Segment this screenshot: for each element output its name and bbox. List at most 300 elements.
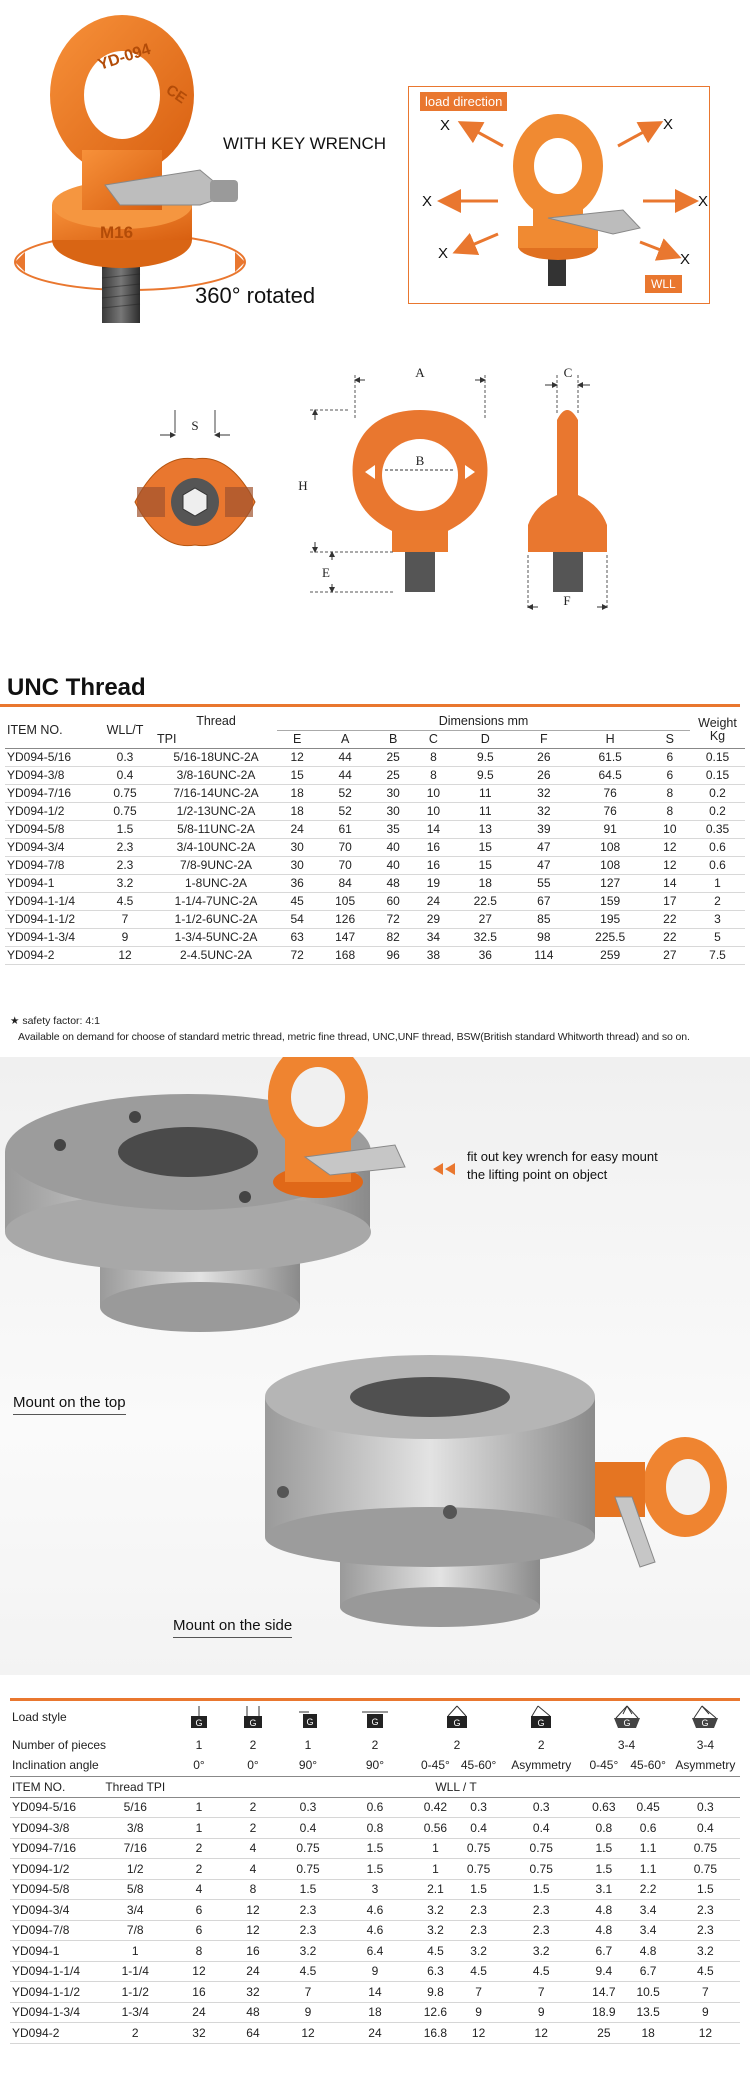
table-row bbox=[5, 856, 745, 874]
table-cell: 2 bbox=[249, 1800, 257, 1815]
table-cell: 45 bbox=[290, 894, 304, 908]
two-leg-asym-icon bbox=[500, 1700, 582, 1734]
table-cell: 3.2 bbox=[116, 876, 134, 890]
col-weight-line1: Weight bbox=[698, 715, 737, 730]
table-cell: 0.3 bbox=[532, 1800, 550, 1815]
col-item: ITEM NO. bbox=[7, 722, 63, 737]
table-cell: 3.2 bbox=[697, 1943, 714, 1958]
table-cell: 0.63 bbox=[592, 1800, 616, 1815]
table-cell: 1.5 bbox=[595, 1861, 613, 1876]
table-cell: 14 bbox=[426, 822, 441, 836]
table-cell: 6.4 bbox=[366, 1943, 384, 1958]
table-cell: 2.3 bbox=[299, 1923, 317, 1938]
table-cell: 16.8 bbox=[423, 2025, 448, 2040]
angle-value: 0° bbox=[193, 1758, 205, 1773]
table-cell: YD094-7/8 bbox=[7, 858, 65, 872]
table-cell: 108 bbox=[600, 858, 621, 872]
mount-side-label: Mount on the side bbox=[173, 1617, 292, 1638]
table-cell: 96 bbox=[386, 948, 400, 962]
table-cell: 30 bbox=[290, 858, 304, 872]
angle-value: 45-60° bbox=[630, 1758, 666, 1773]
table-row bbox=[5, 748, 745, 766]
table-cell: 18.9 bbox=[592, 2005, 616, 2020]
table-cell: 32 bbox=[192, 2025, 206, 2040]
table-cell: 10.5 bbox=[636, 1984, 660, 1999]
table-cell: 9 bbox=[702, 2005, 709, 2020]
table-cell: YD094-3/8 bbox=[12, 1820, 70, 1835]
table-row bbox=[10, 1859, 740, 1880]
table-cell: 7/8-9UNC-2A bbox=[179, 858, 253, 872]
x-mark: X bbox=[438, 245, 449, 262]
table-cell: 6.7 bbox=[639, 1964, 657, 1979]
table-cell: 1 bbox=[195, 1800, 203, 1815]
x-mark: X bbox=[663, 116, 674, 133]
table-cell: 12.6 bbox=[423, 2005, 448, 2020]
table-cell: 1-8UNC-2A bbox=[184, 876, 247, 890]
table-cell: 3.1 bbox=[595, 1882, 613, 1897]
table-cell: 3.2 bbox=[427, 1902, 444, 1917]
table-cell: YD094-7/8 bbox=[12, 1923, 70, 1938]
wrench-note-line2: the lifting point on object bbox=[467, 1167, 608, 1182]
angle-value: Asymmetry bbox=[511, 1758, 572, 1773]
table-cell: 0.15 bbox=[705, 768, 730, 782]
safety-footnote bbox=[10, 1015, 100, 1027]
pieces-value: 3-4 bbox=[696, 1737, 715, 1752]
svg-text:G: G bbox=[371, 1717, 379, 1727]
table-cell: 64 bbox=[246, 2025, 260, 2040]
table-cell: 5/8 bbox=[126, 1882, 144, 1897]
table-cell: 14.7 bbox=[592, 1984, 616, 1999]
table-cell: 9.5 bbox=[476, 768, 494, 782]
table-cell: 16 bbox=[192, 1984, 206, 1999]
table-cell: 72 bbox=[290, 948, 304, 962]
table-cell: 0.45 bbox=[636, 1800, 660, 1815]
table-cell: 2.3 bbox=[470, 1902, 487, 1917]
table-cell: 2 bbox=[195, 1861, 203, 1876]
table-row bbox=[10, 1797, 740, 1818]
table-cell: YD094-5/16 bbox=[7, 750, 72, 764]
table-cell: 4.8 bbox=[595, 1902, 613, 1917]
table-row bbox=[10, 2023, 740, 2044]
table-cell: 85 bbox=[537, 912, 551, 926]
table-cell: 0.6 bbox=[709, 858, 726, 872]
svg-text:G: G bbox=[623, 1718, 631, 1728]
table-cell: 91 bbox=[603, 822, 617, 836]
table-cell: 0.56 bbox=[423, 1820, 448, 1835]
pieces-value: 2 bbox=[371, 1737, 379, 1752]
table-row bbox=[10, 1818, 740, 1839]
table-cell: 2 bbox=[714, 894, 721, 908]
table-cell: 1/2 bbox=[126, 1861, 144, 1876]
table-row bbox=[5, 928, 745, 946]
angle-value: 90° bbox=[365, 1758, 385, 1773]
table-cell: 1 bbox=[195, 1820, 203, 1835]
table-cell: 147 bbox=[335, 930, 356, 944]
table-cell: 27 bbox=[478, 912, 492, 926]
table-cell: 40 bbox=[386, 858, 400, 872]
table-cell: YD094-1/2 bbox=[12, 1861, 70, 1876]
x-mark: X bbox=[422, 193, 433, 210]
table-cell: 3.4 bbox=[639, 1923, 657, 1938]
table-cell: 54 bbox=[290, 912, 304, 926]
multi-leg-sling-svg bbox=[611, 1704, 643, 1730]
multi-leg-asym-icon bbox=[671, 1700, 740, 1734]
table-cell: 22.5 bbox=[473, 894, 497, 908]
table-cell: YD094-1 bbox=[12, 1943, 60, 1958]
table-cell: 35 bbox=[386, 822, 400, 836]
table-cell: 13 bbox=[478, 822, 492, 836]
table-cell: 0.75 bbox=[113, 786, 137, 800]
load-style-label: Load style bbox=[12, 1710, 67, 1724]
item-label: ITEM NO. bbox=[12, 1779, 66, 1794]
table-cell: 10 bbox=[663, 822, 677, 836]
table-cell: YD094-1-3/4 bbox=[7, 930, 76, 944]
table-cell: 9 bbox=[537, 2005, 545, 2020]
table-row bbox=[5, 784, 745, 802]
table-cell: YD094-1-1/4 bbox=[7, 894, 76, 908]
table-cell: 10 bbox=[426, 804, 441, 818]
table-cell: 6.7 bbox=[595, 1943, 613, 1958]
wrench-note-line1: fit out key wrench for easy mount bbox=[467, 1149, 658, 1164]
table-cell: 30 bbox=[290, 840, 304, 854]
table-cell: 0.15 bbox=[705, 750, 730, 764]
table-cell: 26 bbox=[537, 768, 551, 782]
load-direction-diagram bbox=[408, 86, 710, 304]
table-cell: 32.5 bbox=[473, 930, 497, 944]
table-cell: 168 bbox=[335, 948, 356, 962]
table-cell: 18 bbox=[478, 876, 492, 890]
table-cell: 4 bbox=[249, 1841, 257, 1856]
table-cell: 7 bbox=[702, 1984, 709, 1999]
table-cell: 32 bbox=[537, 804, 551, 818]
table-cell: 8 bbox=[430, 750, 437, 764]
table-cell: YD094-1 bbox=[7, 876, 55, 890]
two-leg-asym-svg bbox=[526, 1704, 556, 1730]
table-cell: 1.5 bbox=[299, 1882, 317, 1897]
safety-factor-text: safety factor: 4:1 bbox=[22, 1015, 100, 1027]
table-cell: 3 bbox=[371, 1882, 379, 1897]
wll-tag: WLL bbox=[645, 275, 682, 293]
load-direction-title: load direction bbox=[420, 92, 507, 111]
table-cell: 7/8 bbox=[126, 1923, 144, 1938]
table-cell: YD094-7/16 bbox=[7, 786, 72, 800]
table-cell: 4.5 bbox=[532, 1964, 550, 1979]
col-thread-line1: Thread bbox=[196, 714, 236, 728]
table-cell: 0.8 bbox=[366, 1820, 384, 1835]
table-cell: 1.5 bbox=[366, 1861, 384, 1876]
table-cell: 9 bbox=[304, 2005, 312, 2020]
table-cell: 9.5 bbox=[476, 750, 494, 764]
table-cell: 34 bbox=[426, 930, 441, 944]
star-icon: ★ bbox=[10, 1015, 20, 1027]
table-cell: 9 bbox=[121, 930, 129, 944]
table-cell: YD094-1-1/2 bbox=[7, 912, 76, 926]
double-side-svg bbox=[360, 1704, 390, 1730]
eye-mark-text: YD-094 bbox=[95, 40, 153, 74]
table-cell: 98 bbox=[537, 930, 551, 944]
table-cell: 127 bbox=[600, 876, 621, 890]
table-cell: 72 bbox=[386, 912, 400, 926]
table-cell: 8 bbox=[666, 786, 674, 800]
angle-value: 0-45° bbox=[589, 1758, 619, 1773]
table-cell: YD094-7/16 bbox=[12, 1841, 77, 1856]
ce-mark-text: CE bbox=[162, 81, 190, 108]
col-weight-line2: Kg bbox=[709, 728, 726, 743]
table-cell: 159 bbox=[600, 894, 621, 908]
table-cell: 64.5 bbox=[598, 768, 622, 782]
table-cell: 84 bbox=[338, 876, 352, 890]
table-cell: 0.6 bbox=[709, 840, 726, 854]
table-cell: 2 bbox=[195, 1841, 203, 1856]
table-cell: 0.35 bbox=[705, 822, 730, 836]
dim-b-label: B bbox=[415, 453, 425, 468]
dim-f-label: F bbox=[563, 593, 571, 608]
pieces-value: 2 bbox=[453, 1737, 461, 1752]
table-cell: 4.5 bbox=[697, 1964, 714, 1979]
table-cell: 4.5 bbox=[427, 1943, 444, 1958]
table-cell: 2.3 bbox=[532, 1923, 550, 1938]
multi-leg-sling-icon bbox=[582, 1700, 671, 1734]
table-cell: 7 bbox=[121, 912, 129, 926]
table-cell: 25 bbox=[386, 750, 400, 764]
table-cell: 3/8-16UNC-2A bbox=[176, 768, 256, 782]
table-cell: 1 bbox=[432, 1861, 439, 1876]
table-cell: 1-3/4 bbox=[121, 2005, 149, 2020]
table-cell: 1.5 bbox=[595, 1841, 613, 1856]
col-e: E bbox=[292, 732, 302, 746]
col-wll: WLL/T bbox=[106, 722, 144, 737]
table-row bbox=[10, 1920, 740, 1941]
pieces-value: 3-4 bbox=[617, 1737, 636, 1752]
table-cell: 22 bbox=[663, 930, 677, 944]
svg-text:G: G bbox=[195, 1718, 203, 1728]
single-side-icon bbox=[280, 1700, 336, 1734]
x-mark: X bbox=[698, 193, 709, 210]
table-cell: 3/8 bbox=[126, 1820, 144, 1835]
table-cell: 259 bbox=[600, 948, 621, 962]
table-cell: 60 bbox=[386, 894, 400, 908]
unc-thread-table bbox=[5, 712, 745, 965]
table-cell: 0.75 bbox=[466, 1841, 491, 1856]
table-cell: 5 bbox=[714, 930, 721, 944]
table-cell: 4.5 bbox=[299, 1964, 317, 1979]
table-cell: 3.2 bbox=[427, 1923, 444, 1938]
table-cell: 24 bbox=[290, 822, 304, 836]
table-cell: 1/2-13UNC-2A bbox=[176, 804, 256, 818]
dimension-drawings bbox=[0, 355, 750, 625]
table-cell: 1.1 bbox=[639, 1841, 657, 1856]
table-cell: 0.4 bbox=[697, 1820, 714, 1835]
table-cell: 25 bbox=[597, 2025, 611, 2040]
table-cell: 61 bbox=[338, 822, 352, 836]
table-cell: 36 bbox=[478, 948, 492, 962]
front-view bbox=[298, 365, 487, 592]
table-cell: 14 bbox=[663, 876, 677, 890]
x-mark: X bbox=[440, 117, 451, 134]
table-cell: 3/4-10UNC-2A bbox=[176, 840, 256, 854]
wrench-note bbox=[467, 1148, 658, 1184]
table-cell: 225.5 bbox=[595, 930, 626, 944]
table-cell: 18 bbox=[290, 786, 304, 800]
table-cell: 2.1 bbox=[427, 1882, 444, 1897]
dim-a-label: A bbox=[415, 365, 425, 380]
table-cell: 82 bbox=[386, 930, 400, 944]
table-cell: 1 bbox=[432, 1841, 439, 1856]
table-cell: 8 bbox=[195, 1943, 203, 1958]
table-cell: 0.75 bbox=[529, 1861, 553, 1876]
table-cell: 4.8 bbox=[639, 1943, 657, 1958]
table-cell: 1.5 bbox=[470, 1882, 487, 1897]
table-cell: 6.3 bbox=[427, 1964, 444, 1979]
table-cell: 18 bbox=[290, 804, 304, 818]
table-cell: 0.3 bbox=[299, 1800, 317, 1815]
table-cell: 32 bbox=[537, 786, 551, 800]
product-hero bbox=[0, 0, 750, 330]
col-s: S bbox=[665, 732, 674, 746]
table-cell: 2.3 bbox=[697, 1923, 714, 1938]
table-cell: 2.3 bbox=[116, 840, 134, 854]
table-cell: 6 bbox=[195, 1902, 203, 1917]
table-cell: 9 bbox=[475, 2005, 482, 2020]
unc-title: UNC Thread bbox=[7, 674, 146, 701]
table-cell: 47 bbox=[537, 858, 551, 872]
table-cell: 70 bbox=[338, 858, 352, 872]
rotated-label: 360° rotated bbox=[195, 283, 316, 308]
angle-value: 0° bbox=[247, 1758, 259, 1773]
table-cell: 1.5 bbox=[366, 1841, 384, 1856]
table-cell: 15 bbox=[478, 840, 492, 854]
table-cell: 0.2 bbox=[709, 804, 726, 818]
table-cell: 2-4.5UNC-2A bbox=[179, 948, 253, 962]
table-row bbox=[10, 1900, 740, 1921]
table-cell: 1.1 bbox=[639, 1861, 657, 1876]
table-cell: 12 bbox=[246, 1923, 260, 1938]
table-cell: YD094-3/4 bbox=[7, 840, 65, 854]
table-row bbox=[10, 1982, 740, 2003]
load-style-table bbox=[10, 1700, 740, 2044]
table-cell: 67 bbox=[537, 894, 551, 908]
table-cell: 0.3 bbox=[470, 1800, 487, 1815]
table-cell: 4.6 bbox=[366, 1902, 384, 1917]
table-cell: 30 bbox=[386, 786, 400, 800]
single-side-svg bbox=[295, 1704, 321, 1730]
mount-top-label: Mount on the top bbox=[13, 1394, 126, 1415]
table-cell: 12 bbox=[663, 840, 677, 854]
table-cell: 0.75 bbox=[529, 1841, 553, 1856]
table-cell: 1 bbox=[131, 1943, 139, 1958]
table-cell: 0.75 bbox=[296, 1861, 320, 1876]
pieces-label: Number of pieces bbox=[12, 1737, 107, 1752]
col-f: F bbox=[540, 732, 548, 746]
table-cell: 0.4 bbox=[532, 1820, 550, 1835]
table-row bbox=[5, 838, 745, 856]
table-cell: 12 bbox=[192, 1964, 206, 1979]
table-cell: 76 bbox=[603, 804, 617, 818]
table-cell: 0.4 bbox=[470, 1820, 487, 1835]
table-row bbox=[10, 1838, 740, 1859]
angle-value: 90° bbox=[298, 1758, 318, 1773]
table-cell: 24 bbox=[426, 894, 441, 908]
table-cell: 3.2 bbox=[470, 1943, 487, 1958]
table-cell: 9.4 bbox=[595, 1964, 613, 1979]
dim-s-label: S bbox=[191, 418, 199, 433]
table-cell: 17 bbox=[663, 894, 677, 908]
double-side-icon bbox=[336, 1700, 414, 1734]
table-cell: YD094-1-3/4 bbox=[12, 2005, 81, 2020]
key-wrench-label: WITH KEY WRENCH bbox=[223, 134, 387, 153]
table-cell: 26 bbox=[537, 750, 551, 764]
wll-label: WLL / T bbox=[435, 1779, 477, 1794]
table-row bbox=[5, 820, 745, 838]
pieces-value: 2 bbox=[249, 1737, 257, 1752]
table-cell: YD094-2 bbox=[7, 948, 55, 962]
table-cell: 7.5 bbox=[709, 948, 726, 962]
single-vertical-svg bbox=[186, 1704, 212, 1730]
table-row bbox=[10, 2002, 740, 2023]
table-cell: 2.3 bbox=[299, 1902, 317, 1917]
table-cell: 2.3 bbox=[470, 1923, 487, 1938]
table-cell: 8 bbox=[666, 804, 674, 818]
table-cell: 0.4 bbox=[299, 1820, 317, 1835]
svg-text:G: G bbox=[701, 1718, 709, 1728]
table-cell: 0.6 bbox=[639, 1820, 657, 1835]
table-cell: 195 bbox=[600, 912, 621, 926]
table-cell: 9 bbox=[371, 1964, 379, 1979]
table-cell: 11 bbox=[479, 786, 492, 800]
table-cell: 3 bbox=[714, 912, 721, 926]
table-cell: 1-3/4-5UNC-2A bbox=[174, 930, 258, 944]
table-cell: YD094-3/8 bbox=[7, 768, 65, 782]
table-cell: 4 bbox=[195, 1882, 203, 1897]
table-cell: 36 bbox=[290, 876, 304, 890]
table-cell: 5/8-11UNC-2A bbox=[177, 822, 255, 836]
dim-h-label: H bbox=[298, 478, 308, 493]
table-cell: 24 bbox=[192, 2005, 206, 2020]
dim-c-label: C bbox=[563, 365, 573, 380]
table-cell: 8 bbox=[430, 768, 437, 782]
table-cell: 5/16 bbox=[123, 1800, 147, 1815]
table-row bbox=[5, 874, 745, 892]
table-cell: 4.5 bbox=[116, 894, 134, 908]
svg-text:G: G bbox=[537, 1718, 545, 1728]
table-cell: 2.3 bbox=[697, 1902, 714, 1917]
table-cell: 52 bbox=[338, 804, 352, 818]
table-cell: 63 bbox=[290, 930, 304, 944]
table-cell: 19 bbox=[426, 876, 441, 890]
table-cell: 0.4 bbox=[116, 768, 134, 782]
table-row bbox=[5, 910, 745, 928]
svg-text:G: G bbox=[453, 1718, 461, 1728]
pieces-value: 2 bbox=[537, 1737, 545, 1752]
table-cell: 44 bbox=[338, 750, 352, 764]
table-cell: 7 bbox=[304, 1984, 312, 1999]
table-cell: 1 bbox=[714, 876, 721, 890]
svg-text:G: G bbox=[249, 1718, 257, 1728]
table-cell: 22 bbox=[663, 912, 677, 926]
table-cell: 24 bbox=[246, 1964, 260, 1979]
table-cell: 10 bbox=[426, 786, 441, 800]
table-cell: 7/16 bbox=[123, 1841, 147, 1856]
two-leg-sling-svg bbox=[442, 1704, 472, 1730]
table-cell: 0.2 bbox=[709, 786, 726, 800]
table-cell: 12 bbox=[246, 1902, 260, 1917]
table-cell: 12 bbox=[471, 2025, 486, 2040]
table-cell: 7 bbox=[475, 1984, 482, 1999]
table-cell: 0.8 bbox=[595, 1820, 613, 1835]
table-cell: 2.3 bbox=[532, 1902, 550, 1917]
table-cell: 7 bbox=[537, 1984, 545, 1999]
double-vertical-svg bbox=[240, 1704, 266, 1730]
